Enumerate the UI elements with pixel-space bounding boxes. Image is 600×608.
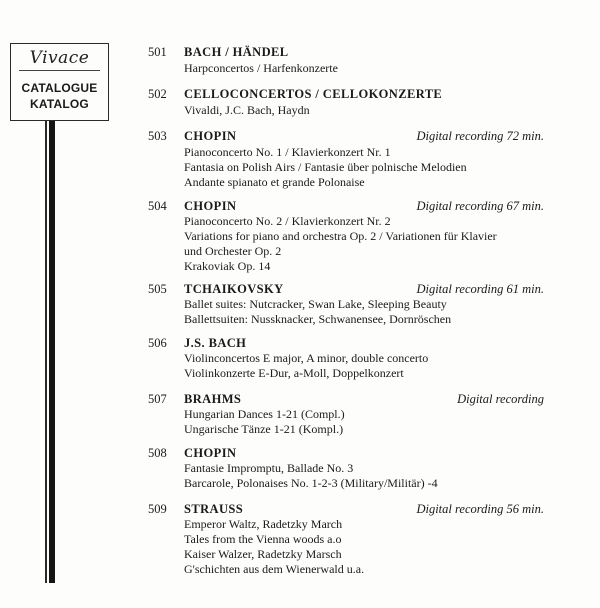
entry-line: Tales from the Vienna woods a.o xyxy=(184,532,342,546)
vivace-catalogue-badge xyxy=(10,43,109,121)
entry-composer: TCHAIKOVSKY xyxy=(184,282,284,296)
vivace-logo: Vivace xyxy=(29,48,90,68)
entry-number: 502 xyxy=(148,87,167,101)
entry-line: G'schichten aus dem Wienerwald u.a. xyxy=(184,562,365,576)
entry-composer: BACH / HÄNDEL xyxy=(184,45,289,59)
decorative-thick-bar xyxy=(49,121,55,583)
entry-line: Violinconcertos E major, A minor, double concerto xyxy=(184,351,429,365)
entry-line: und Orchester Op. 2 xyxy=(184,244,282,258)
entry-recording-info: Digital recording 56 min. xyxy=(416,502,544,516)
entry-composer: CHOPIN xyxy=(184,199,237,213)
entry-line: Emperor Waltz, Radetzky March xyxy=(184,517,343,531)
entry-line: Krakoviak Op. 14 xyxy=(184,259,271,273)
entry-line: Vivaldi, J.C. Bach, Haydn xyxy=(184,103,310,117)
entry-composer: CHOPIN xyxy=(184,446,237,460)
entry-line: Fantasie Impromptu, Ballade No. 3 xyxy=(184,461,354,475)
entry-line: Pianoconcerto No. 1 / Klavierkonzert Nr. 1 xyxy=(184,145,391,159)
entry-number: 501 xyxy=(148,45,167,59)
logo-underline xyxy=(19,70,100,71)
entry-number: 508 xyxy=(148,446,167,460)
entry-number: 504 xyxy=(148,199,167,213)
entry-composer: STRAUSS xyxy=(184,502,244,516)
entry-line: Ungarische Tänze 1-21 (Kompl.) xyxy=(184,422,344,436)
entry-line: Andante spianato et grande Polonaise xyxy=(184,175,365,189)
entry-number: 503 xyxy=(148,129,167,143)
entry-line: Hungarian Dances 1-21 (Compl.) xyxy=(184,407,345,421)
entry-line: Variations for piano and orchestra Op. 2 / Variationen für Klavier xyxy=(184,229,497,243)
entry-line: Kaiser Walzer, Radetzky Marsch xyxy=(184,547,342,561)
entry-composer: CELLOCONCERTOS / CELLOKONZERTE xyxy=(184,87,443,101)
entry-composer: BRAHMS xyxy=(184,392,242,406)
entry-number: 506 xyxy=(148,336,167,350)
entry-line: Violinkonzerte E-Dur, a-Moll, Doppelkonzert xyxy=(184,366,404,380)
entry-line: Fantasia on Polish Airs / Fantasie über polnische Melodien xyxy=(184,160,467,174)
entry-number: 507 xyxy=(148,392,167,406)
entry-line: Ballettsuiten: Nussknacker, Schwanensee, Dornröschen xyxy=(184,312,452,326)
entry-recording-info: Digital recording 72 min. xyxy=(416,129,544,143)
entry-composer: J.S. BACH xyxy=(184,336,247,350)
entry-line: Pianoconcerto No. 2 / Klavierkonzert Nr. 2 xyxy=(184,214,391,228)
entry-recording-info: Digital recording xyxy=(457,392,544,406)
entry-number: 505 xyxy=(148,282,167,296)
entry-line: Harpconcertos / Harfenkonzerte xyxy=(184,61,338,75)
entry-recording-info: Digital recording 67 min. xyxy=(416,199,544,213)
katalog-label: KATALOG xyxy=(30,97,89,111)
entry-recording-info: Digital recording 61 min. xyxy=(416,282,544,296)
catalogue-label: CATALOGUE xyxy=(21,81,98,95)
entry-line: Ballet suites: Nutcracker, Swan Lake, Sleeping Beauty xyxy=(184,297,447,311)
decorative-thin-bar xyxy=(45,121,47,583)
entry-composer: CHOPIN xyxy=(184,129,237,143)
entry-line: Barcarole, Polonaises No. 1-2-3 (Military/Militär) -4 xyxy=(184,476,438,490)
entry-number: 509 xyxy=(148,502,167,516)
